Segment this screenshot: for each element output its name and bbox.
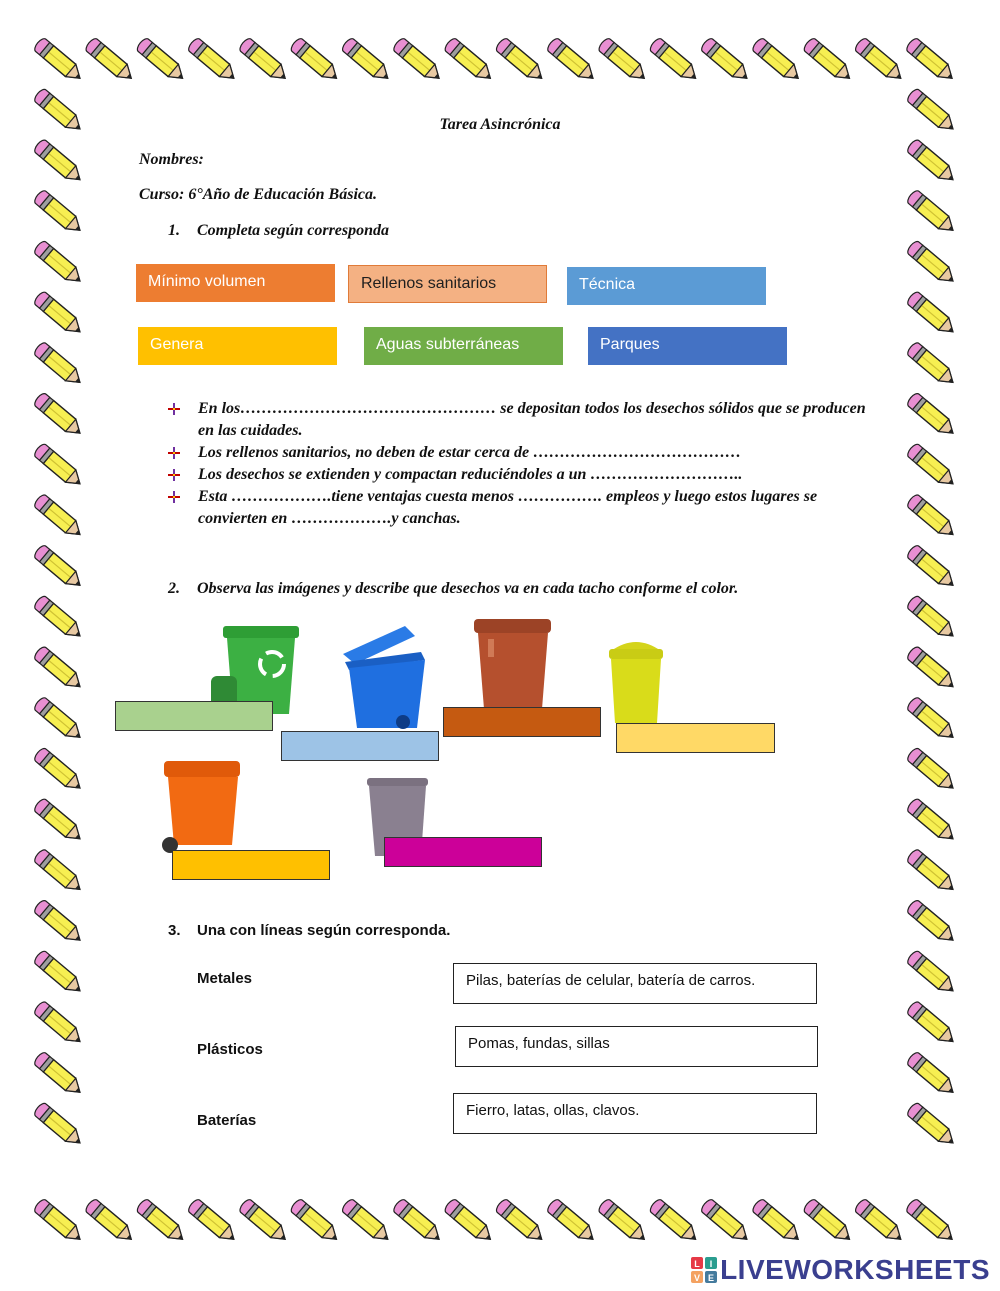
answer-box-blue[interactable] xyxy=(281,731,439,761)
pencil-icon xyxy=(546,37,598,85)
pencil-icon xyxy=(906,899,958,947)
list-item xyxy=(168,398,868,442)
pencil-icon xyxy=(33,1000,85,1048)
pencil-icon xyxy=(699,37,751,85)
match-left-item[interactable]: Baterías xyxy=(197,1112,257,1129)
match-right-item[interactable]: Fierro, latas, ollas, clavos. xyxy=(453,1093,817,1134)
pencil-icon xyxy=(906,645,958,693)
pencil-icon xyxy=(33,594,85,642)
pencil-icon xyxy=(443,37,495,85)
match-left-item[interactable]: Metales xyxy=(197,970,253,987)
match-left-item[interactable]: Plásticos xyxy=(197,1041,263,1058)
pencil-icon xyxy=(751,37,803,85)
blue-bin-icon xyxy=(335,622,440,732)
bullet-icon xyxy=(168,469,180,481)
word-bank-item[interactable]: Genera xyxy=(138,327,337,365)
names-label: Nombres: xyxy=(139,151,204,168)
pencil-icon xyxy=(33,1101,85,1149)
yellow-bin-icon xyxy=(605,633,667,725)
pencil-icon xyxy=(33,37,85,85)
pencil-icon xyxy=(906,138,958,186)
section3-heading: Una con líneas según corresponda. xyxy=(197,922,451,939)
answer-box-yellow[interactable] xyxy=(616,723,775,753)
pencil-icon xyxy=(33,848,85,896)
answer-box-brown[interactable] xyxy=(443,707,601,737)
worksheet-title: Tarea Asincrónica xyxy=(439,116,561,133)
pencil-icon xyxy=(33,746,85,794)
pencil-icon xyxy=(648,1198,700,1246)
pencil-icon xyxy=(33,544,85,592)
sentence-text: Esta ……………….tiene ventajas cuesta menos ……………. empleos y luego estos lugares se convierten en ……………….y canchas. xyxy=(198,488,818,527)
pencil-icon xyxy=(392,1198,444,1246)
liveworksheets-logo xyxy=(691,1255,990,1285)
pencil-icon xyxy=(33,493,85,541)
logo-letter: I xyxy=(709,1259,713,1269)
section1-heading: Completa según corresponda xyxy=(197,222,390,239)
pencil-icon xyxy=(906,848,958,896)
bullet-icon xyxy=(168,403,180,415)
section2-number: 2. xyxy=(168,580,180,597)
brown-bin-icon xyxy=(470,615,555,711)
pencil-icon xyxy=(186,37,238,85)
section1-number: 1. xyxy=(168,222,180,239)
pencil-icon xyxy=(906,493,958,541)
answer-box-orange[interactable] xyxy=(172,850,330,880)
pencil-icon xyxy=(340,37,392,85)
list-item xyxy=(168,442,868,464)
pencil-icon xyxy=(392,37,444,85)
pencil-icon xyxy=(33,341,85,389)
pencil-icon xyxy=(546,1198,598,1246)
pencil-icon xyxy=(802,1198,854,1246)
answer-box-gray[interactable] xyxy=(384,837,542,867)
pencil-icon xyxy=(33,1051,85,1099)
pencil-icon xyxy=(648,37,700,85)
sentence-list xyxy=(168,398,868,530)
pencil-icon xyxy=(33,290,85,338)
list-item xyxy=(168,464,868,486)
pencil-icon xyxy=(699,1198,751,1246)
pencil-icon xyxy=(33,899,85,947)
logo-grid-icon xyxy=(691,1257,717,1283)
match-right-item[interactable]: Pilas, baterías de celular, batería de carros. xyxy=(453,963,817,1004)
pencil-icon xyxy=(135,37,187,85)
logo-letter: E xyxy=(708,1273,715,1283)
pencil-icon xyxy=(135,1198,187,1246)
pencil-icon xyxy=(33,645,85,693)
pencil-icon xyxy=(751,1198,803,1246)
list-item xyxy=(168,486,868,530)
pencil-icon xyxy=(597,37,649,85)
pencil-icon xyxy=(33,797,85,845)
pencil-icon xyxy=(33,189,85,237)
pencil-icon xyxy=(906,544,958,592)
pencil-icon xyxy=(33,392,85,440)
pencil-icon xyxy=(906,239,958,287)
pencil-icon xyxy=(906,189,958,237)
pencil-icon xyxy=(289,37,341,85)
word-bank-item[interactable]: Parques xyxy=(588,327,787,365)
pencil-icon xyxy=(289,1198,341,1246)
orange-bin-icon xyxy=(160,755,245,855)
match-right-item[interactable]: Pomas, fundas, sillas xyxy=(455,1026,818,1067)
course-label: Curso: 6°Año de Educación Básica. xyxy=(139,186,377,203)
word-bank-item[interactable]: Aguas subterráneas xyxy=(364,327,563,365)
pencil-icon xyxy=(906,797,958,845)
pencil-icon xyxy=(33,1198,85,1246)
pencil-icon xyxy=(33,442,85,490)
pencil-icon xyxy=(33,949,85,997)
pencil-icon xyxy=(906,1101,958,1149)
sentence-text: Los desechos se extienden y compactan reduciéndoles a un ……………………….. xyxy=(198,466,743,483)
logo-text: LIVEWORKSHEETS xyxy=(720,1254,990,1285)
section2-heading: Observa las imágenes y describe que desechos va en cada tacho conforme el color. xyxy=(197,580,739,597)
pencil-icon xyxy=(906,442,958,490)
pencil-icon xyxy=(443,1198,495,1246)
pencil-icon xyxy=(84,37,136,85)
logo-letter: V xyxy=(694,1273,701,1283)
pencil-icon xyxy=(340,1198,392,1246)
pencil-icon xyxy=(906,696,958,744)
word-bank-item[interactable]: Mínimo volumen xyxy=(136,264,335,302)
pencil-icon xyxy=(238,1198,290,1246)
word-bank-item[interactable]: Técnica xyxy=(567,267,766,305)
section3-number: 3. xyxy=(168,922,181,939)
pencil-icon xyxy=(33,239,85,287)
pencil-icon xyxy=(906,949,958,997)
pencil-icon xyxy=(33,138,85,186)
pencil-icon xyxy=(853,1198,905,1246)
pencil-icon xyxy=(905,1198,957,1246)
pencil-icon xyxy=(906,1000,958,1048)
pencil-icon xyxy=(238,37,290,85)
pencil-icon xyxy=(906,392,958,440)
pencil-icon xyxy=(906,341,958,389)
pencil-icon xyxy=(906,746,958,794)
pencil-icon xyxy=(906,1051,958,1099)
pencil-icon xyxy=(597,1198,649,1246)
pencil-icon xyxy=(186,1198,238,1246)
answer-box-green[interactable] xyxy=(115,701,273,731)
bullet-icon xyxy=(168,447,180,459)
pencil-icon xyxy=(494,1198,546,1246)
pencil-icon xyxy=(84,1198,136,1246)
pencil-icon xyxy=(33,696,85,744)
pencil-icon xyxy=(906,594,958,642)
bullet-icon xyxy=(168,491,180,503)
sentence-text: En los………………………………………… se depositan todos los desechos sólidos que se producen en las cuidades. xyxy=(198,400,866,439)
sentence-text: Los rellenos sanitarios, no deben de estar cerca de ………………………………… xyxy=(198,444,742,461)
pencil-icon xyxy=(905,37,957,85)
pencil-icon xyxy=(802,37,854,85)
pencil-icon xyxy=(494,37,546,85)
logo-letter: L xyxy=(694,1259,700,1269)
pencil-icon xyxy=(906,290,958,338)
pencil-icon xyxy=(853,37,905,85)
word-bank-item[interactable]: Rellenos sanitarios xyxy=(348,265,547,303)
